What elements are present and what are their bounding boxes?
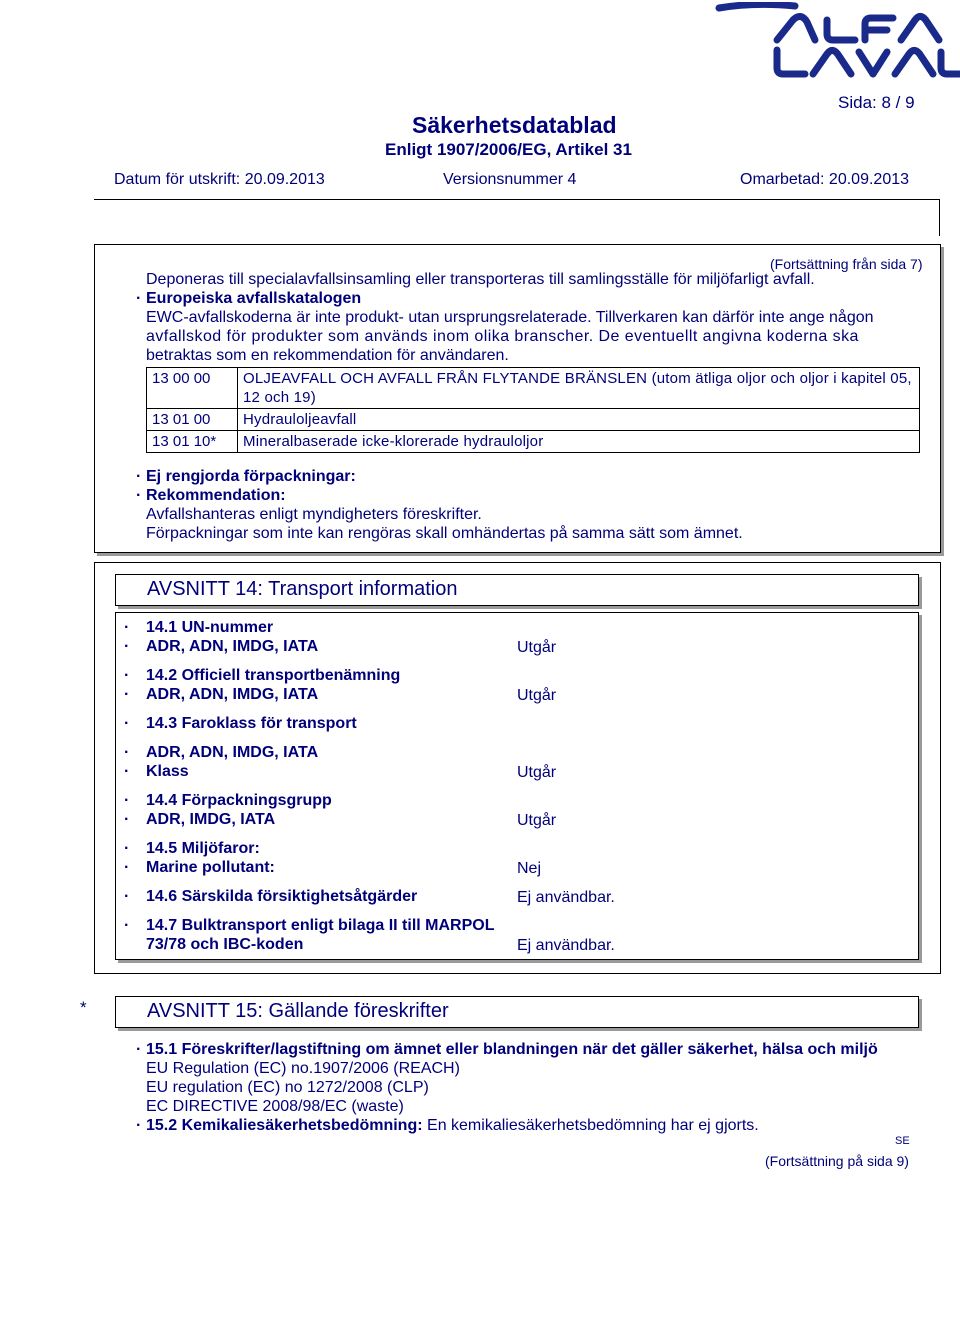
continued-from: (Fortsättning från sida 7) bbox=[770, 256, 923, 272]
section15-title: AVSNITT 15: Gällande föreskrifter bbox=[147, 1000, 449, 1022]
version-number: Versionsnummer 4 bbox=[443, 171, 577, 188]
bullet: · bbox=[124, 763, 130, 780]
bullet: · bbox=[124, 744, 130, 761]
language-code: SE bbox=[895, 1135, 910, 1147]
packing-group-value: Utgår bbox=[517, 812, 557, 829]
transport-mode: ADR, ADN, IMDG, IATA bbox=[146, 744, 319, 761]
un-number-heading: 14.1 UN-nummer bbox=[146, 619, 274, 636]
marine-pollutant-label: Marine pollutant: bbox=[146, 859, 275, 876]
waste-description: Hydrauloljeavfall bbox=[238, 409, 920, 431]
table-row bbox=[147, 431, 920, 453]
bulk-transport-heading: 14.7 Bulktransport enligt bilaga II till MARPOL bbox=[146, 917, 495, 934]
recommendation-heading: Rekommendation: bbox=[146, 487, 286, 504]
special-precautions-heading: 14.6 Särskilda försiktighetsåtgärder bbox=[146, 888, 418, 905]
section14-title: AVSNITT 14: Transport information bbox=[147, 578, 458, 600]
marine-pollutant-value: Nej bbox=[517, 860, 542, 877]
bullet: · bbox=[124, 859, 130, 876]
document-title: Säkerhetsdatablad bbox=[412, 112, 617, 138]
bullet: · bbox=[124, 840, 130, 857]
class-value: Utgår bbox=[517, 764, 557, 781]
bullet: · bbox=[136, 290, 142, 307]
waste-catalog-text: avfallskod för produkter som används inom olika branscher. De eventuellt angivna koderna ska bbox=[146, 328, 859, 345]
bullet: · bbox=[124, 811, 130, 828]
bullet: · bbox=[136, 1117, 142, 1134]
regulation-item: EC DIRECTIVE 2008/98/EC (waste) bbox=[146, 1098, 404, 1115]
bullet: · bbox=[124, 667, 130, 684]
transport-mode: ADR, IMDG, IATA bbox=[146, 811, 276, 828]
bullet: · bbox=[124, 638, 130, 655]
transport-mode: ADR, ADN, IMDG, IATA bbox=[146, 686, 319, 703]
waste-catalog-text: EWC-avfallskoderna är inte produkt- utan ursprungsrelaterade. Tillverkaren kan därför inte ange någon bbox=[146, 309, 874, 326]
print-date: Datum för utskrift: 20.09.2013 bbox=[114, 171, 325, 188]
document-subtitle: Enligt 1907/2006/EG, Artikel 31 bbox=[385, 140, 632, 159]
recommendation-text: Avfallshanteras enligt myndigheters föreskrifter. bbox=[146, 506, 482, 523]
safety-assessment bbox=[146, 1116, 759, 1135]
packing-group-heading: 14.4 Förpackningsgrupp bbox=[146, 792, 332, 809]
bullet: · bbox=[124, 619, 130, 636]
transport-mode: ADR, ADN, IMDG, IATA bbox=[146, 638, 319, 655]
regulation-item: EU regulation (EC) no 1272/2008 (CLP) bbox=[146, 1079, 429, 1096]
waste-code: 13 01 10* bbox=[147, 431, 238, 453]
class-label: Klass bbox=[146, 763, 189, 780]
section14-box bbox=[115, 612, 919, 960]
regulations-heading: 15.1 Föreskrifter/lagstiftning om ämnet eller blandningen när det gäller säkerhet, hälsa och miljö bbox=[146, 1041, 878, 1058]
change-marker: * bbox=[80, 998, 87, 1017]
waste-description: Mineralbaserade icke-klorerade hydrauloljor bbox=[238, 431, 920, 453]
trade-name-frame bbox=[94, 199, 940, 236]
shipping-name-heading: 14.2 Officiell transportbenämning bbox=[146, 667, 401, 684]
waste-code: 13 00 00 bbox=[147, 368, 238, 409]
bullet: · bbox=[136, 468, 142, 485]
waste-catalog-text: betraktas som en rekommendation för användaren. bbox=[146, 347, 509, 364]
bullet: · bbox=[124, 715, 130, 732]
alfa-laval-logo bbox=[715, 2, 960, 82]
bullet: · bbox=[124, 792, 130, 809]
safety-assessment-label: 15.2 Kemikaliesäkerhetsbedömning: bbox=[146, 1117, 423, 1134]
waste-code: 13 01 00 bbox=[147, 409, 238, 431]
bulk-transport-heading: 73/78 och IBC-koden bbox=[146, 936, 304, 953]
uncleaned-packaging-heading: Ej rengjorda förpackningar: bbox=[146, 468, 356, 485]
un-number-value: Utgår bbox=[517, 639, 557, 656]
disposal-text: Deponeras till specialavfallsinsamling eller transporteras till samlingsställe för miljöfarligt avfall. bbox=[146, 271, 815, 288]
hazard-class-heading: 14.3 Faroklass för transport bbox=[146, 715, 357, 732]
environmental-hazards-heading: 14.5 Miljöfaror: bbox=[146, 840, 260, 857]
bullet: · bbox=[136, 1041, 142, 1058]
special-precautions-value: Ej användbar. bbox=[517, 889, 615, 906]
section15-header bbox=[115, 996, 919, 1028]
continued-to: (Fortsättning på sida 9) bbox=[765, 1153, 909, 1169]
shipping-name-value: Utgår bbox=[517, 687, 557, 704]
table-row bbox=[147, 368, 920, 409]
bullet: · bbox=[124, 917, 130, 934]
bulk-transport-value: Ej användbar. bbox=[517, 937, 615, 954]
revised-date: Omarbetad: 20.09.2013 bbox=[740, 171, 910, 188]
waste-description: OLJEAVFALL OCH AVFALL FRÅN FLYTANDE BRÄNSLEN (utom ätliga oljor och oljor i kapitel 05, 12 och 19) bbox=[238, 368, 920, 409]
section14-header bbox=[115, 574, 919, 606]
waste-catalog-heading: Europeiska avfallskatalogen bbox=[146, 290, 362, 307]
regulation-item: EU Regulation (EC) no.1907/2006 (REACH) bbox=[146, 1060, 460, 1077]
bullet: · bbox=[124, 686, 130, 703]
table-row bbox=[147, 409, 920, 431]
waste-code-table bbox=[146, 367, 920, 453]
bullet: · bbox=[124, 888, 130, 905]
recommendation-text: Förpackningar som inte kan rengöras skall omhändertas på samma sätt som ämnet. bbox=[146, 525, 743, 542]
bullet: · bbox=[136, 487, 142, 504]
safety-assessment-value: En kemikaliesäkerhetsbedömning har ej gjorts. bbox=[427, 1117, 759, 1134]
page-number: Sida: 8 / 9 bbox=[838, 93, 915, 112]
